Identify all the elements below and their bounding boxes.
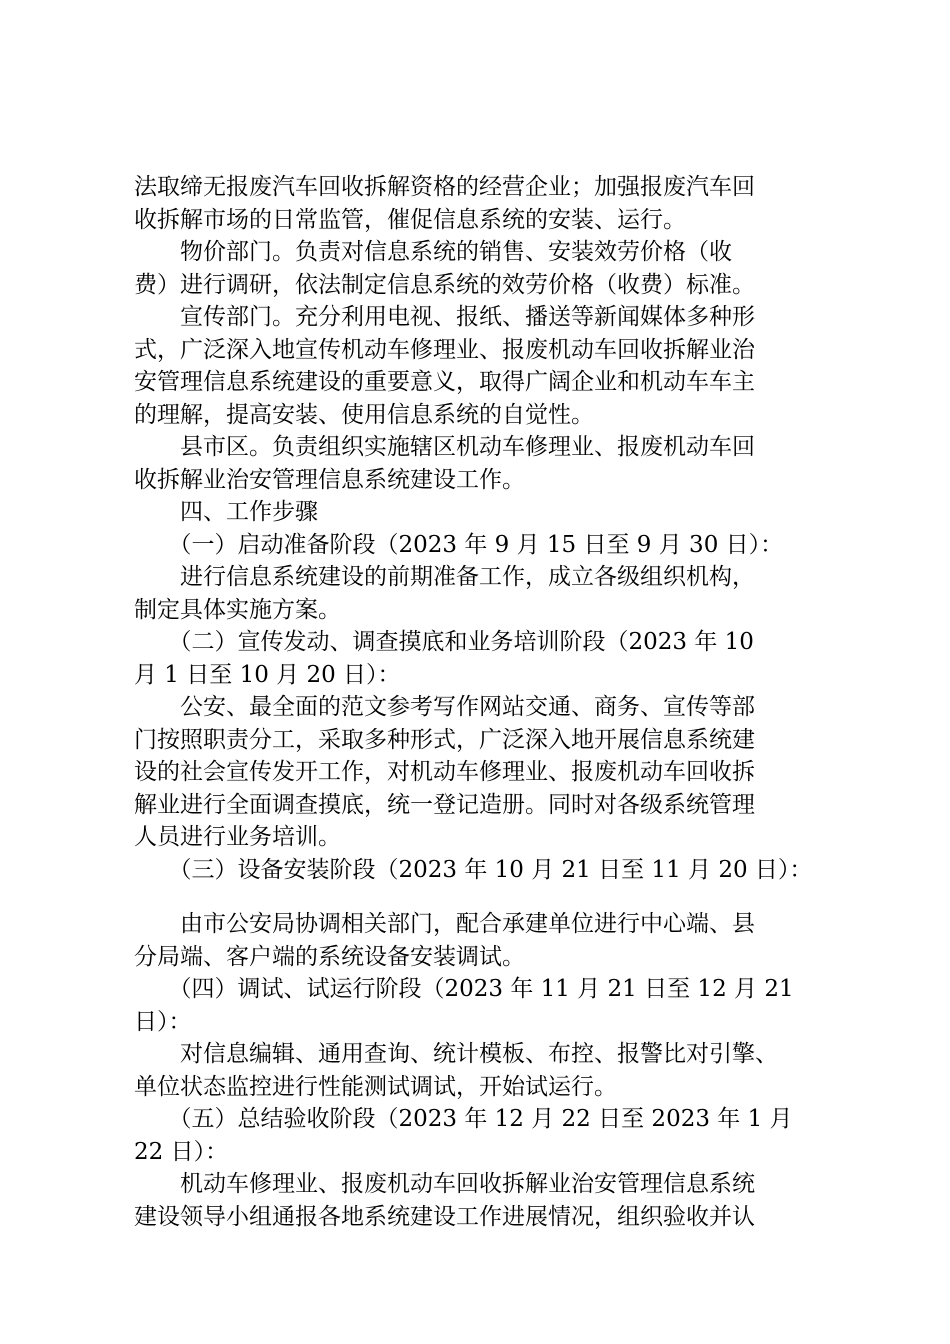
text-line: 的理解，提高安装、使用信息系统的自觉性。 (134, 401, 594, 428)
text-line: 对信息编辑、通用查询、统计模板、布控、报警比对引擎、 (134, 1041, 778, 1067)
text-line: 建设领导小组通报各地系统建设工作进展情况，组织验收并认 (134, 1203, 755, 1230)
text-line: 公安、最全面的范文参考写作网站交通、商务、宣传等部 (134, 694, 755, 720)
blank-spacer (134, 886, 834, 908)
section-heading-work-steps: 四、工作步骤 (134, 499, 318, 525)
text-line: 费）进行调研，依法制定信息系统的效劳价格（收费）标准。 (134, 271, 755, 298)
text-line: 法取缔无报废汽车回收拆解资格的经营企业；加强报废汽车回 (134, 174, 755, 200)
text-line: 安管理信息系统建设的重要意义，取得广阔企业和机动车车主 (134, 369, 755, 395)
stage-heading-2: （二）宣传发动、调查摸底和业务培训阶段（2023 年 10 (134, 629, 754, 655)
text-line: 22 日）： (134, 1138, 229, 1165)
text-line: 进行信息系统建设的前期准备工作，成立各级组织机构， (134, 564, 755, 590)
text-line: 收拆解市场的日常监管，催促信息系统的安装、运行。 (134, 206, 686, 233)
text-line: 人员进行业务培训。 (134, 824, 341, 850)
text-line: 式，广泛深入地宣传机动车修理业、报废机动车回收拆解业治 (134, 336, 755, 363)
document-body (134, 171, 834, 1233)
text-line: 收拆解业治安管理信息系统建设工作。 (134, 466, 525, 493)
text-line: 由市公安局协调相关部门，配合承建单位进行中心端、县 (134, 911, 755, 937)
text-line: 单位状态监控进行性能测试调试，开始试运行。 (134, 1073, 617, 1100)
stage-heading-1: （一）启动准备阶段（2023 年 9 月 15 日至 9 月 30 日）： (134, 531, 784, 558)
text-line: 设的社会宣传发开工作，对机动车修理业、报废机动车回收拆 (134, 759, 755, 785)
paragraph-price-department: 物价部门。负责对信息系统的销售、安装效劳价格（收 (134, 239, 732, 265)
text-line: 机动车修理业、报废机动车回收拆解业治安管理信息系统 (134, 1171, 755, 1197)
text-line: 解业进行全面调查摸底，统一登记造册。同时对各级系统管理 (134, 791, 755, 818)
text-line: 制定具体实施方案。 (134, 596, 341, 623)
stage-heading-5: （五）总结验收阶段（2023 年 12 月 22 日至 2023 年 1 月 (134, 1106, 793, 1132)
text-line: 分局端、客户端的系统设备安装调试。 (134, 943, 525, 970)
stage-heading-4: （四）调试、试运行阶段（2023 年 11 月 21 日至 12 月 21 (134, 976, 794, 1002)
text-line: 日）： (134, 1008, 192, 1035)
text-line: 月 1 日至 10 月 20 日）： (134, 661, 401, 688)
stage-heading-3: （三）设备安装阶段（2023 年 10 月 21 日至 11 月 20 日）： (134, 856, 813, 883)
text-line: 门按照职责分工，采取多种形式，广泛深入地开展信息系统建 (134, 726, 755, 753)
paragraph-publicity-department: 宣传部门。充分利用电视、报纸、播送等新闻媒体多种形 (134, 304, 755, 330)
paragraph-county-district: 县市区。负责组织实施辖区机动车修理业、报废机动车回 (134, 434, 755, 460)
